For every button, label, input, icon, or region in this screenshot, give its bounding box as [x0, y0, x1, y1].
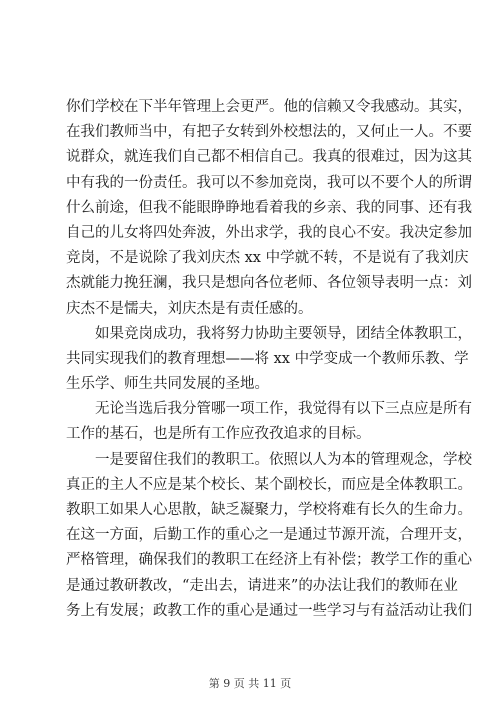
paragraph-first-line: 无论当选后我分管哪一项工作，我觉得有以下三点应是所有	[95, 401, 472, 418]
paragraph-first-line: 如果竞岗成功，我将努力协助主要领导，团结全体教职工，	[95, 325, 472, 342]
page-footer: 第 9 页 共 11 页	[208, 677, 292, 690]
text-line: 自己的儿女将四处奔波，外出求学，我的良心不安。我决定参加	[66, 224, 472, 241]
text-line: 工作的基石，也是所有工作应孜孜追求的目标。	[66, 426, 371, 443]
text-line: 共同实现我们的教育理想——将 xx 中学变成一个教师乐教、学	[66, 350, 469, 367]
text-line: 庆杰不是懦夫，刘庆杰是有责任感的。	[66, 300, 313, 317]
text-line: 什么前途，但我不能眼睁睁地看着我的乡亲、我的同事、还有我	[66, 199, 472, 216]
text-line: 竞岗，不是说除了我刘庆杰 xx 中学就不转，不是说有了我刘庆	[66, 250, 469, 267]
text-line: 教职工如果人心思散，缺乏凝聚力，学校将难有长久的生命力。	[66, 502, 472, 518]
text-line: 你们学校在下半年管理上会更严。他的信赖又令我感动。其实，	[66, 99, 472, 115]
text-line: 务上有发展；政教工作的重心是通过一些学习与有益活动让我们	[66, 602, 472, 619]
text-line: 是通过教研教改，“走出去，请进来”的办法让我们的教师在业	[66, 577, 458, 594]
text-line: 中有我的一份责任。我可以不参加竞岗，我可以不要个人的所谓	[66, 174, 472, 191]
text-line: 严格管理，确保我们的教职工在经济上有补偿；教学工作的重心	[66, 552, 472, 569]
text-line: 杰就能力挽狂澜，我只是想向各位老师、各位领导表明一点：刘	[66, 275, 472, 292]
text-line: 真正的主人不应是某个校长、某个副校长，而应是全体教职工。	[66, 476, 472, 493]
text-line: 生乐学、师生共同发展的圣地。	[66, 376, 269, 393]
document-body	[66, 95, 472, 624]
text-line: 在我们教师当中，有把子女转到外校想法的，又何止一人。不要	[66, 124, 472, 141]
paragraph-first-line: 一是要留住我们的教职工。依照以人为本的管理观念，学校	[95, 451, 472, 468]
text-line: 在这一方面，后勤工作的重心之一是通过节源开流，合理开支，	[66, 527, 472, 544]
text-line: 说群众，就连我们自己都不相信自己。我真的很难过，因为这其	[66, 149, 472, 166]
